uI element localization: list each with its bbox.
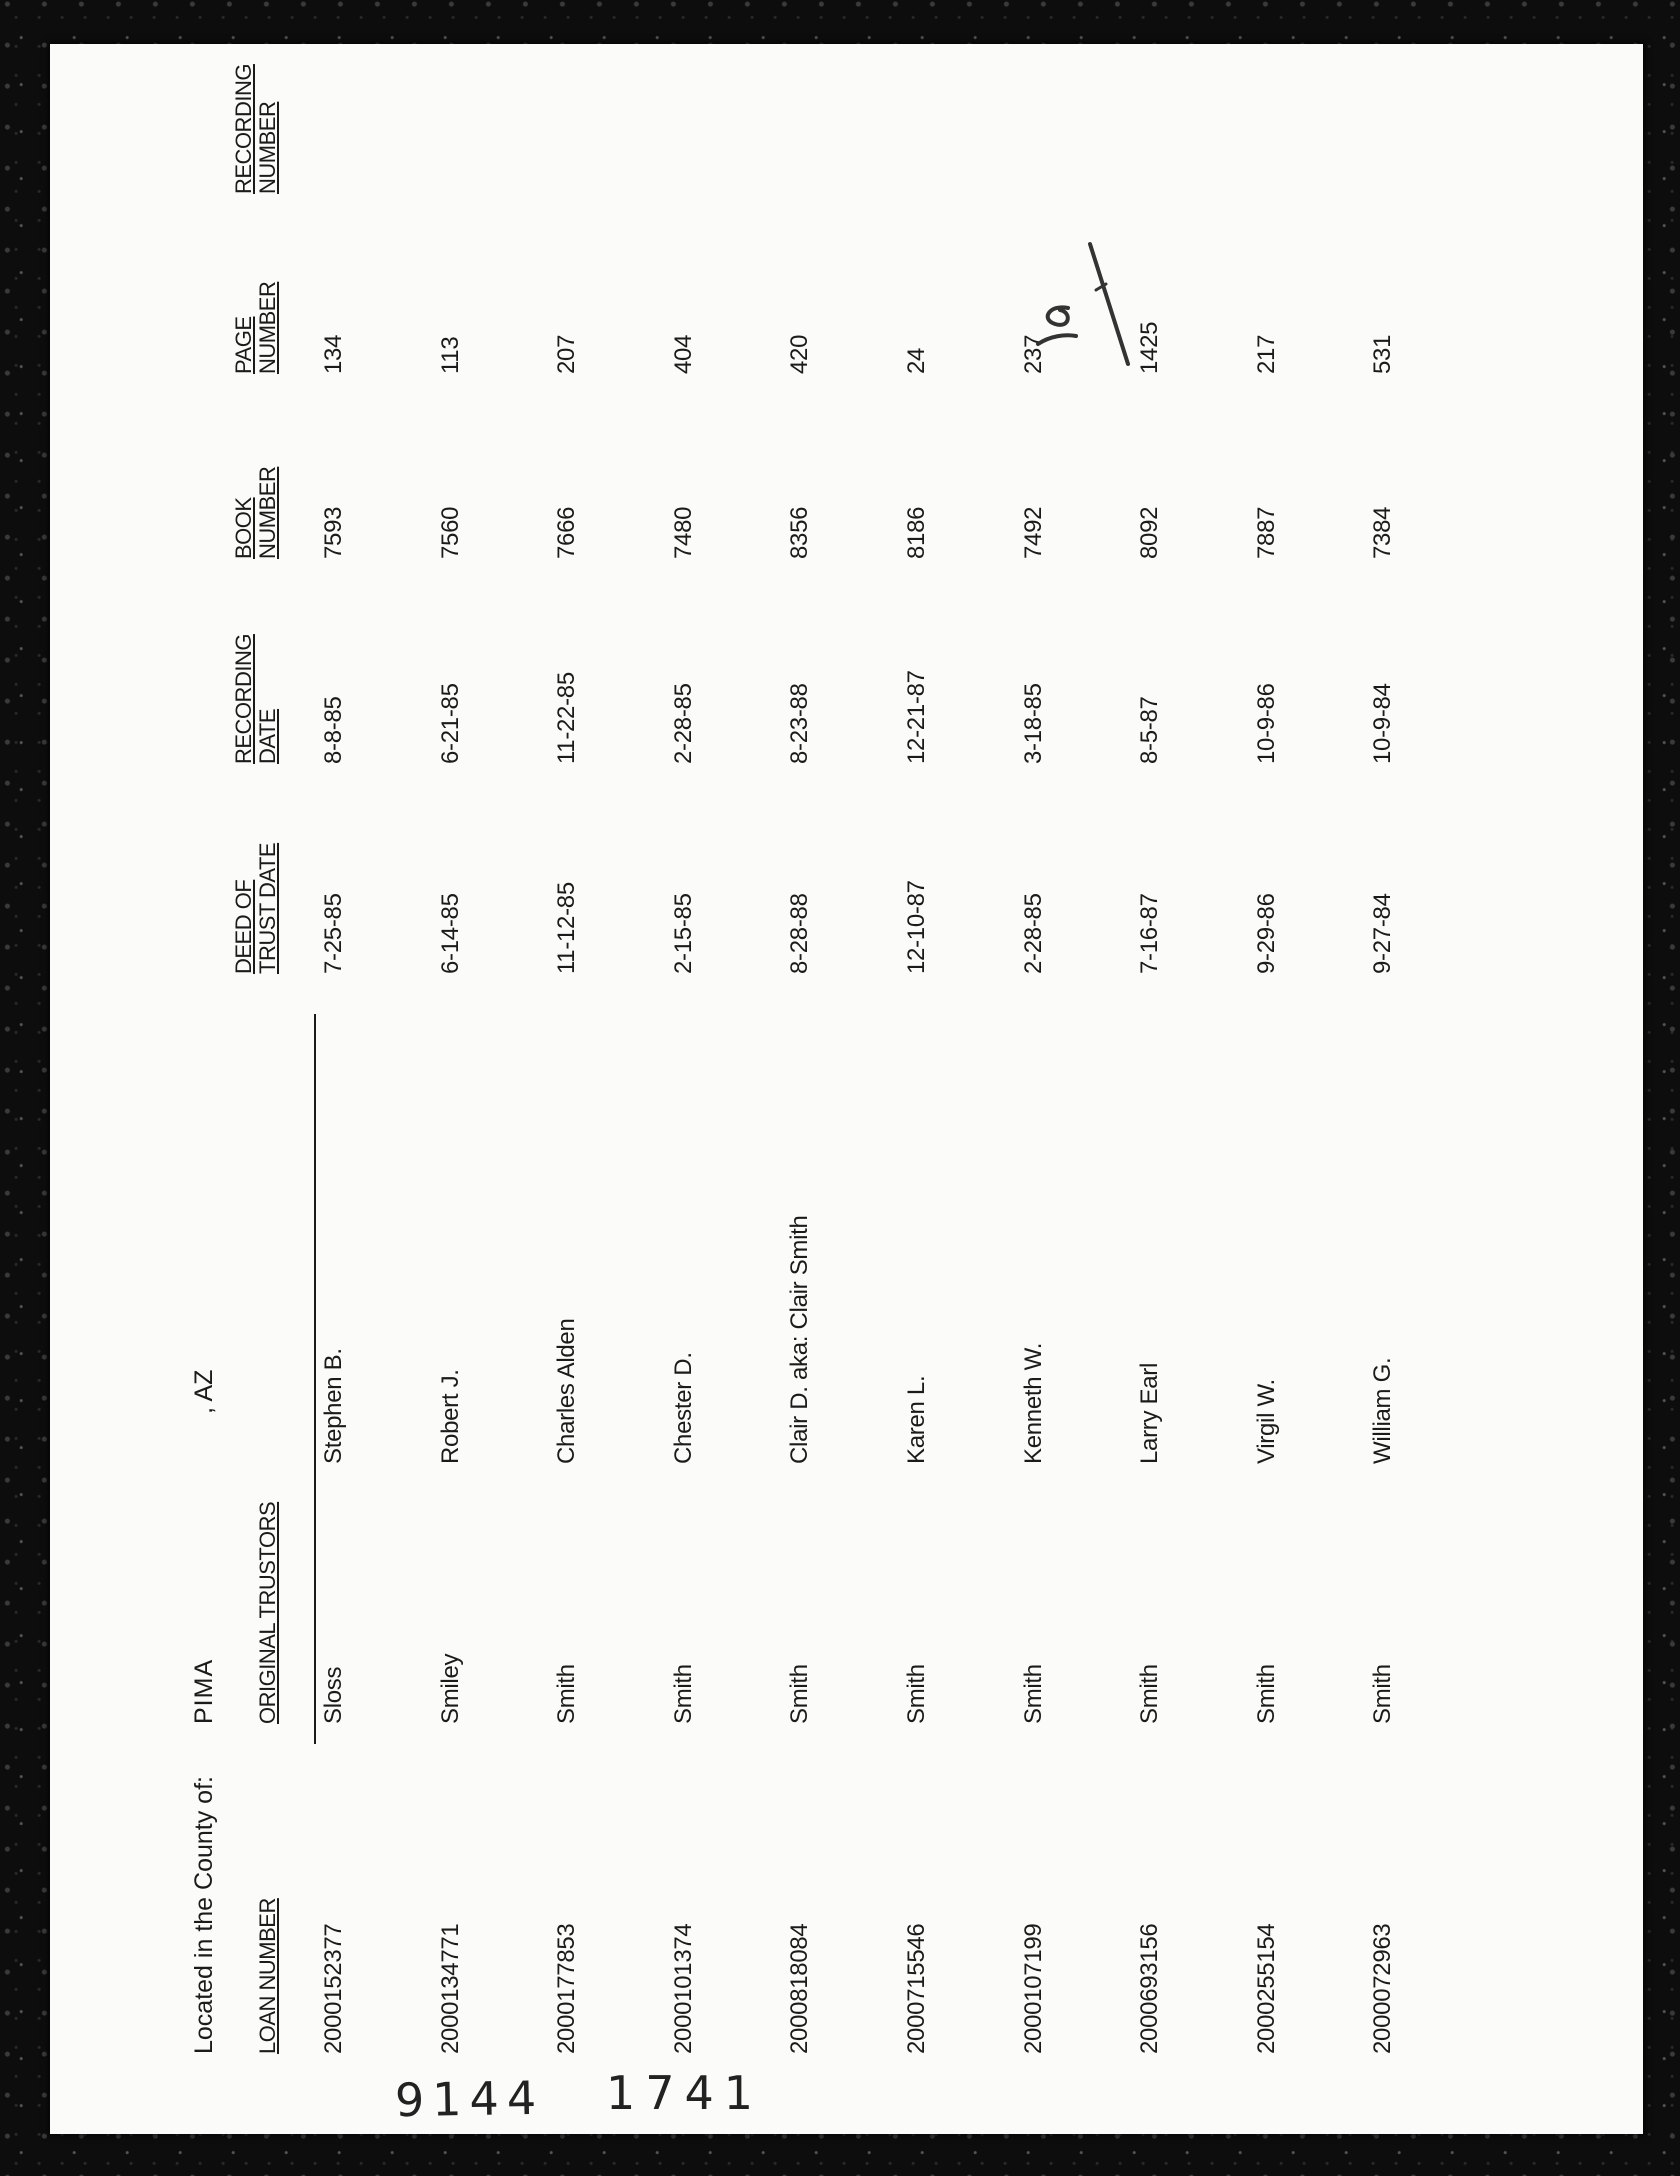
trustor-last-name: Smith <box>1136 1664 1164 1724</box>
loan-number: 2000693156 <box>1136 1923 1164 2054</box>
page-number: 113 <box>436 336 464 374</box>
county-value: PIMA <box>190 1658 218 1724</box>
handwritten-number-1: 9144 <box>394 2070 545 2128</box>
trustor-last-name: Smith <box>902 1664 930 1724</box>
trustor-first-name: William G. <box>1369 1357 1397 1464</box>
recording-date: 8-8-85 <box>320 696 347 764</box>
loan-number: 2000715546 <box>902 1923 930 2054</box>
trustor-first-name: Stephen B. <box>320 1348 347 1464</box>
table-row <box>1253 94 1370 2054</box>
deed-of-trust-date: 9-27-84 <box>1369 893 1397 974</box>
trustor-last-name: Sloss <box>320 1666 347 1724</box>
trustor-first-name: Karen L. <box>902 1375 930 1464</box>
deed-of-trust-date: 11-12-85 <box>553 882 581 974</box>
loan-number: 2000152377 <box>320 1923 347 2054</box>
trustor-last-name: Smith <box>1252 1664 1280 1724</box>
loan-number: 2000107199 <box>1019 1923 1047 2054</box>
document-page <box>50 44 1643 2134</box>
page-number: 420 <box>786 334 814 374</box>
book-number: 7384 <box>1369 506 1397 559</box>
page-number: 237 <box>1019 334 1047 374</box>
trustor-first-name: Chester D. <box>669 1352 697 1464</box>
page-number: 134 <box>320 334 347 374</box>
table-row <box>553 94 670 2054</box>
table-row <box>786 94 903 2054</box>
trustor-last-name: Smith <box>786 1664 814 1724</box>
table-body <box>320 94 1486 2054</box>
page-number: 531 <box>1369 334 1397 374</box>
header-page-number: PAGE NUMBER <box>231 281 280 374</box>
deed-of-trust-date: 7-16-87 <box>1136 893 1164 974</box>
recording-date: 10-9-84 <box>1369 683 1397 764</box>
loan-number: 2000177853 <box>553 1923 581 2054</box>
handwritten-check-mark <box>1010 224 1170 384</box>
book-number: 8092 <box>1136 506 1164 559</box>
trustor-first-name: Virgil W. <box>1252 1379 1280 1464</box>
trustor-last-name: Smith <box>1019 1664 1047 1724</box>
recording-date: 8-23-88 <box>786 683 814 764</box>
table-row <box>1369 94 1486 2054</box>
recording-date: 11-22-85 <box>553 672 581 764</box>
book-number: 8186 <box>902 506 930 559</box>
deed-of-trust-date: 12-10-87 <box>902 880 930 974</box>
table-row <box>903 94 1020 2054</box>
header-deed-of-trust-date: DEED OF TRUST DATE <box>231 842 280 974</box>
page-number: 207 <box>553 334 581 374</box>
header-original-trustors: ORIGINAL TRUSTORS <box>255 1501 280 1724</box>
page-number: 1425 <box>1136 321 1164 374</box>
trustor-last-name: Smith <box>1369 1664 1397 1724</box>
book-number: 7593 <box>320 506 347 559</box>
deed-of-trust-date: 9-29-86 <box>1252 893 1280 974</box>
deed-of-trust-date: 8-28-88 <box>786 893 814 974</box>
page-number: 404 <box>669 334 697 374</box>
table-row <box>1136 94 1253 2054</box>
book-number: 7560 <box>436 506 464 559</box>
recording-date: 6-21-85 <box>436 683 464 764</box>
recording-date: 12-21-87 <box>902 670 930 764</box>
header-recording-number: RECORDING NUMBER <box>231 64 280 194</box>
table-header <box>231 64 326 2054</box>
book-number: 8356 <box>786 506 814 559</box>
loan-number: 2000101374 <box>669 1923 697 2054</box>
rotated-table <box>190 64 1397 2054</box>
deed-of-trust-date: 2-15-85 <box>669 893 697 974</box>
header-recording-date: RECORDING DATE <box>231 634 280 764</box>
loan-number: 2000818084 <box>786 1923 814 2054</box>
book-number: 7666 <box>553 506 581 559</box>
trustor-last-name: Smith <box>553 1664 581 1724</box>
table-row <box>437 94 554 2054</box>
deed-of-trust-date: 2-28-85 <box>1019 893 1047 974</box>
book-number: 7887 <box>1252 506 1280 559</box>
header-loan-number: LOAN NUMBER <box>255 1898 280 2054</box>
book-number: 7480 <box>669 506 697 559</box>
county-label: Located in the County of: <box>190 1776 218 2054</box>
trustors-rule <box>314 1014 316 1744</box>
page-number: 217 <box>1252 334 1280 374</box>
trustor-last-name: Smiley <box>436 1653 464 1724</box>
loan-number: 2000134771 <box>436 1923 464 2054</box>
trustor-first-name: Clair D. aka: Clair Smith <box>786 1215 814 1464</box>
recording-date: 2-28-85 <box>669 683 697 764</box>
trustor-first-name: Robert J. <box>436 1369 464 1464</box>
trustor-last-name: Smith <box>669 1664 697 1724</box>
recording-date: 10-9-86 <box>1252 683 1280 764</box>
table-row <box>320 94 437 2054</box>
state-value: , AZ <box>190 1369 218 1414</box>
recording-date: 3-18-85 <box>1019 683 1047 764</box>
handwritten-number-2: 1741 <box>606 2066 764 2120</box>
table-row <box>670 94 787 2054</box>
recording-date: 8-5-87 <box>1136 696 1164 764</box>
table-row <box>1020 94 1137 2054</box>
deed-of-trust-date: 7-25-85 <box>320 893 347 974</box>
trustor-first-name: Kenneth W. <box>1019 1342 1047 1464</box>
deed-of-trust-date: 6-14-85 <box>436 893 464 974</box>
loan-number: 2000255154 <box>1252 1923 1280 2054</box>
book-number: 7492 <box>1019 506 1047 559</box>
page-number: 24 <box>902 347 930 374</box>
header-book-number: BOOK NUMBER <box>231 466 280 559</box>
loan-number: 2000072963 <box>1369 1923 1397 2054</box>
trustor-first-name: Charles Alden <box>553 1318 581 1464</box>
trustor-first-name: Larry Earl <box>1136 1362 1164 1464</box>
